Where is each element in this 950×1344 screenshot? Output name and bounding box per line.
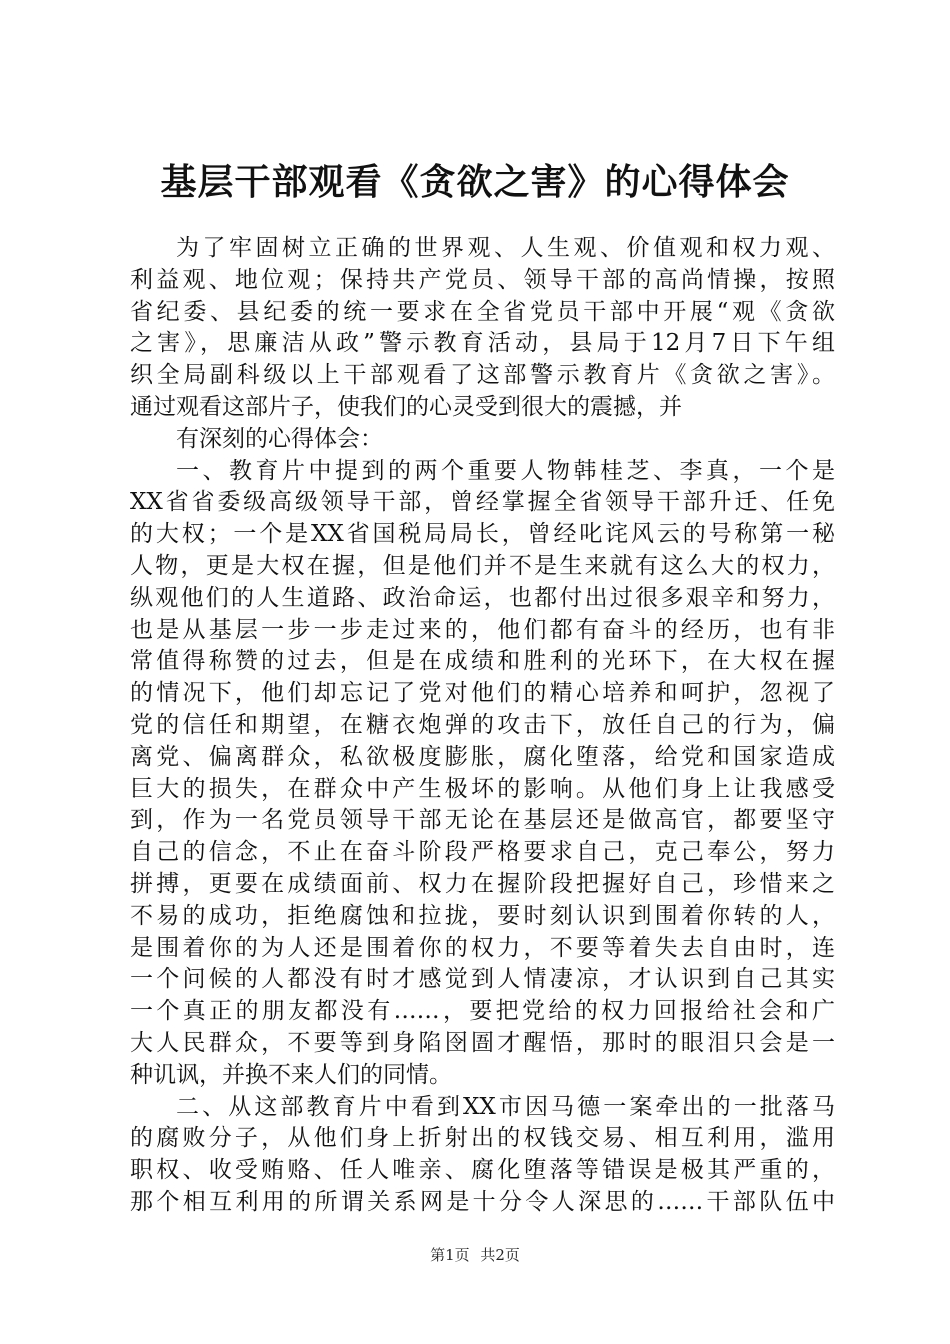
text-line: 常值得称赞的过去，但是在成绩和胜利的光环下，在大权在握 — [130, 648, 835, 675]
text-line: 二、从这部教育片中看到XX市因马德一案牵出的一批落马 — [176, 1093, 835, 1120]
text-line: 那个相互利用的所谓关系网是十分令人深思的……干部队伍中 — [130, 1188, 835, 1215]
text-line: 织全局副科级以上干部观看了这部警示教育片《贪欲之害》。 — [130, 362, 835, 389]
text-line: 自己的信念，不止在奋斗阶段严格要求自己，克己奉公，努力 — [130, 839, 835, 866]
text-line: 的腐败分子，从他们身上折射出的权钱交易、相互利用，滥用 — [130, 1125, 835, 1152]
text-line: 党的信任和期望，在糖衣炮弹的攻击下，放任自己的行为，偏 — [130, 711, 835, 738]
text-line: 不易的成功，拒绝腐蚀和拉拢，要时刻认识到围着你转的人， — [130, 902, 835, 929]
text-line: 到，作为一名党员领导干部无论在基层还是做高官，都要坚守 — [130, 807, 835, 834]
text-line: 也是从基层一步一步走过来的，他们都有奋斗的经历，也有非 — [130, 616, 835, 643]
text-line: 巨大的损失，在群众中产生极坏的影响。从他们身上让我感受 — [130, 775, 835, 802]
document-body — [130, 233, 835, 1219]
text-line: 离党、偏离群众，私欲极度膨胀，腐化堕落，给党和国家造成 — [130, 743, 835, 770]
text-line: 之害》，思廉洁从政”警示教育活动，县局于12月7日下午组 — [130, 330, 835, 357]
text-line: 通过观看这部片子，使我们的心灵受到很大的震撼，并 — [130, 393, 682, 420]
text-line: 省纪委、县纪委的统一要求在全省党员干部中开展“观《贪欲 — [130, 298, 835, 325]
text-line: XX省省委级高级领导干部，曾经掌握全省领导干部升迁、任免 — [130, 489, 835, 516]
text-line: 大人民群众，不要等到身陷囹圄才醒悟，那时的眼泪只会是一 — [130, 1029, 835, 1056]
text-line: 为了牢固树立正确的世界观、人生观、价值观和权力观、 — [176, 235, 835, 261]
text-line: 的大权；一个是XX省国税局局长，曾经叱诧风云的号称第一秘 — [130, 521, 835, 548]
text-line: 有深刻的心得体会： — [176, 425, 383, 452]
page-number: 第1页 — [430, 1246, 470, 1264]
text-line: 拼搏，更要在成绩面前、权力在握阶段把握好自己，珍惜来之 — [130, 870, 835, 897]
text-line: 一个真正的朋友都没有……，要把党给的权力回报给社会和广 — [130, 998, 835, 1025]
text-line: 一个问候的人都没有时才感觉到人情凄凉，才认识到自己其实 — [130, 966, 835, 993]
text-line: 是围着你的为人还是围着你的权力，不要等着失去自由时，连 — [130, 934, 835, 961]
text-line: 人物，更是大权在握，但是他们并不是生来就有这么大的权力， — [130, 552, 835, 579]
page-footer — [0, 1245, 950, 1265]
text-line: 种讥讽，并换不来人们的同情。 — [130, 1061, 452, 1088]
text-line: 职权、收受贿赂、任人唯亲、腐化堕落等错误是极其严重的， — [130, 1157, 835, 1184]
document-title: 基层干部观看《贪欲之害》的心得体会 — [160, 161, 790, 203]
text-line: 一、教育片中提到的两个重要人物韩桂芝、李真，一个是 — [176, 457, 835, 484]
text-line: 利益观、地位观；保持共产党员、领导干部的高尚情操，按照 — [130, 266, 835, 293]
text-line: 的情况下，他们却忘记了党对他们的精心培养和呵护，忽视了 — [130, 680, 835, 707]
page-total: 共2页 — [480, 1246, 520, 1264]
text-line: 纵观他们的人生道路、政治命运，也都付出过很多艰辛和努力， — [130, 584, 835, 611]
